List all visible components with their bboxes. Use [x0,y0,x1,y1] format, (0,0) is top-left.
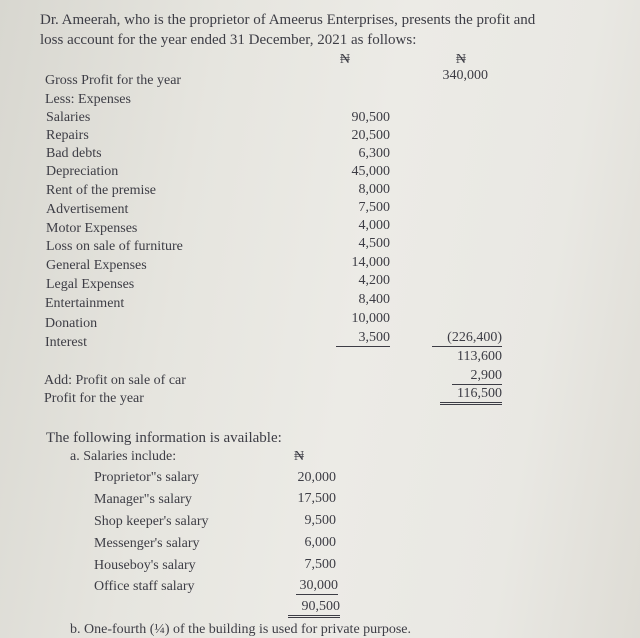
salary-value: 9,500 [304,513,336,528]
expense-value: 6,300 [358,146,390,161]
less-expenses-label: Less: Expenses [45,92,131,107]
currency-header-col2: ₦ [455,52,466,67]
expense-value: 4,500 [358,236,390,251]
expense-label: Donation [45,316,98,331]
add-profit-car-label: Add: Profit on sale of car [44,373,186,388]
salary-value: 20,000 [297,470,336,485]
expense-label: Motor Expenses [46,221,138,236]
salary-value: 7,500 [304,557,336,572]
salary-value: 17,500 [297,491,336,506]
expense-label: Bad debts [46,146,102,161]
salary-label: Messenger's salary [94,536,200,551]
add-profit-car-value: 2,900 [452,368,502,385]
expense-value: 10,000 [351,311,390,326]
salary-value: 30,000 [296,578,338,595]
intro-line-1: Dr. Ameerah, who is the proprietor of Ameerus Enterprises, presents the profit and [40,12,536,28]
intro-line-2: loss account for the year ended 31 December, 2021 as follows: [40,32,417,48]
expense-label: Depreciation [46,164,119,179]
profit-for-year-label: Profit for the year [44,391,144,406]
salary-label: Proprietor"s salary [94,470,199,485]
expense-value: 4,000 [358,218,390,233]
salary-label: Office staff salary [94,579,195,594]
info-heading: The following information is available: [46,430,282,446]
expense-label: Legal Expenses [46,277,135,292]
expense-label: Loss on sale of furniture [46,239,183,254]
expense-value: 4,200 [358,273,390,288]
info-a-label: a. Salaries include: [70,449,177,464]
expense-value: 14,000 [351,255,390,270]
expense-value: 8,000 [358,182,390,197]
expense-value: 45,000 [351,164,390,179]
expense-label: Repairs [46,128,89,143]
expense-value: 20,500 [351,128,390,143]
salary-label: Manager"s salary [94,492,192,507]
expense-value: 90,500 [351,110,390,125]
expense-label: Entertainment [45,296,125,311]
expense-value: 8,400 [358,292,390,307]
currency-header-col1: ₦ [339,52,350,67]
info-currency: ₦ [294,449,305,464]
expense-value: 3,500 [336,330,390,347]
gross-profit-label: Gross Profit for the year [45,73,182,88]
expense-value: 7,500 [358,200,390,215]
gross-profit-value: 340,000 [442,68,488,83]
expense-label: General Expenses [46,258,147,273]
info-b-line: b. One-fourth (¼) of the building is used for private purpose. [70,622,411,637]
salary-label: Shop keeper's salary [94,514,209,529]
expense-label: Rent of the premise [46,183,157,198]
salary-value: 6,000 [304,535,336,550]
salaries-total: 90,500 [288,599,340,618]
expense-label: Advertisement [46,202,129,217]
profit-for-year-value: 116,500 [440,386,502,405]
expenses-total: (226,400) [432,330,502,347]
subtotal-value: 113,600 [457,349,502,364]
salary-label: Houseboy's salary [94,558,196,573]
expense-label: Salaries [46,110,91,125]
expense-label: Interest [45,335,87,350]
